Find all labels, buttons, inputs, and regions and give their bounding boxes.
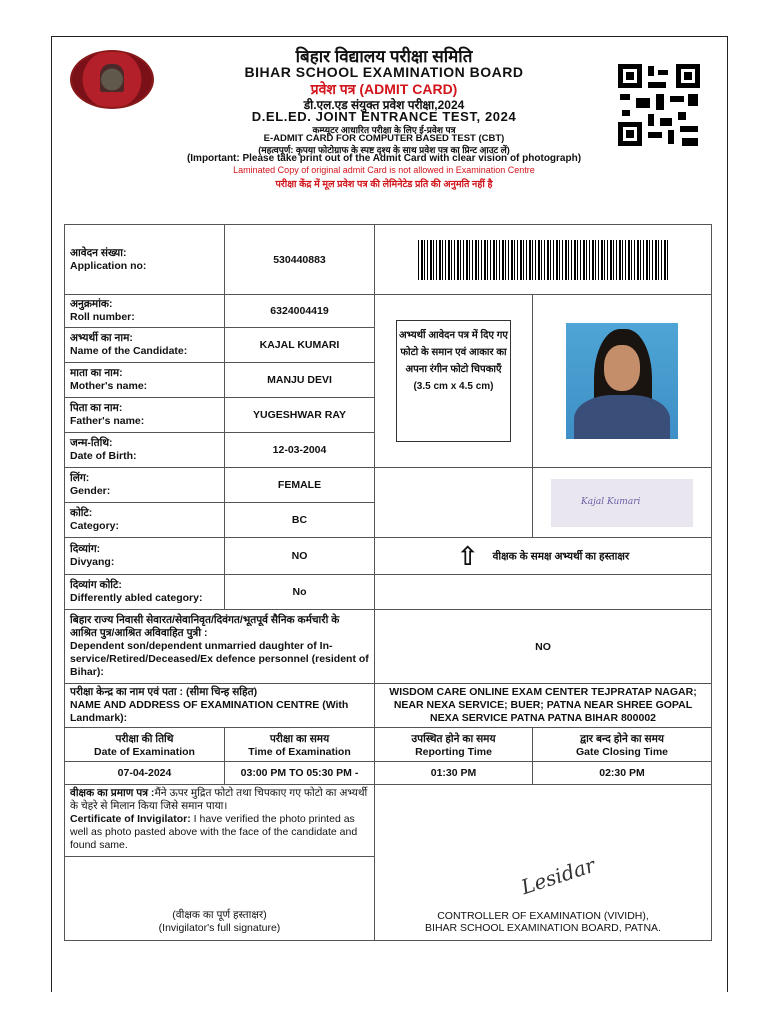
father-label: पिता का नाम: Father's name:: [65, 398, 225, 433]
gate-closing-value: 02:30 PM: [533, 762, 712, 785]
divyang-value: NO: [225, 538, 375, 575]
barcode-cell: [375, 225, 712, 295]
mother-label: माता का नाम: Mother's name:: [65, 363, 225, 398]
important-hindi: (महत्वपूर्ण: कृपया फोटोग्राफ के स्पष्ट दृश्य के साथ प्रवेश पत्र का प्रिन्ट आउट लें): [258, 145, 510, 155]
controller-signature: Lesidar: [518, 852, 598, 900]
reporting-time-header: उपस्थित होने का समय Reporting Time: [375, 728, 533, 762]
signature-note: वीक्षक के समक्ष अभ्यर्थी का हस्ताक्षर: [492, 549, 630, 562]
dependent-value: NO: [375, 610, 712, 684]
category-value: BC: [225, 503, 375, 538]
centre-label: परीक्षा केन्द्र का नाम एवं पता : (सीमा चिन्ह सहित) NAME AND ADDRESS OF EXAMINATION CENTRE (With Landmark):: [65, 684, 375, 728]
controller-line-1: CONTROLLER OF EXAMINATION (VIVIDH),: [437, 910, 649, 922]
cbt-english: E-ADMIT CARD FOR COMPUTER BASED TEST (CBT): [263, 133, 505, 144]
admit-card-table: [64, 224, 712, 941]
name-value: KAJAL KUMARI: [225, 328, 375, 363]
application-label: आवेदन संख्या: Application no:: [65, 225, 225, 295]
exam-time-header: परीक्षा का समय Time of Examination: [225, 728, 375, 762]
dob-label: जन्म-तिथि: Date of Birth:: [65, 433, 225, 468]
photo-note-cell: [375, 295, 533, 468]
exam-title-english: D.EL.ED. JOINT ENTRANCE TEST, 2024: [251, 109, 517, 124]
controller-line-2: BIHAR SCHOOL EXAMINATION BOARD, PATNA.: [425, 922, 661, 934]
invigilator-signature-cell: [65, 857, 375, 941]
candidate-photo: [566, 323, 678, 439]
blank-cell: [375, 575, 712, 610]
signature-note-cell: [375, 538, 712, 575]
empty-cell: [375, 468, 533, 538]
photo-size-text: (3.5 cm x 4.5 cm): [413, 381, 494, 392]
exam-date-value: 07-04-2024: [65, 762, 225, 785]
photo-paste-box: [396, 320, 511, 442]
dependent-label: बिहार राज्य निवासी सेवारत/सेवानिवृत/दिवंगत/भूतपूर्व सैनिक कर्मचारी के आश्रित पुत्र/आश्रित अविवाहित पुत्री : Dependent son/dependent unmarried daughter of In-service/Retired/Deceased/Ex defence personnel (resident of Bihar):: [65, 610, 375, 684]
barcode: [418, 240, 668, 280]
qr-code: [618, 64, 700, 146]
candidate-signature: Kajal Kumari: [551, 479, 693, 527]
cbt-hindi: कम्प्यूटर आधारित परीक्षा के लिए ई-प्रवेश पत्र: [312, 125, 456, 135]
invigilator-sign-english: (Invigilator's full signature): [158, 922, 281, 934]
dob-value: 12-03-2004: [225, 433, 375, 468]
candidate-photo-cell: [533, 295, 712, 468]
gender-label: लिंग: Gender:: [65, 468, 225, 503]
laminated-hindi: परीक्षा केंद्र में मूल प्रवेश पत्र की लेमिनेटेड प्रति की अनुमति नहीं है: [275, 179, 493, 190]
photo-note-text: अभ्यर्थी आवेदन पत्र में दिए गए फोटो के समान एवं आकार का अपना रंगीन फोटो चिपकाएँ: [399, 330, 508, 375]
up-arrow-icon: ⇧: [456, 540, 479, 571]
admit-card-title: प्रवेश पत्र (ADMIT CARD): [310, 81, 458, 97]
name-label: अभ्यर्थी का नाम: Name of the Candidate:: [65, 328, 225, 363]
gate-closing-header: द्वार बन्द होने का समय Gate Closing Time: [533, 728, 712, 762]
board-title-hindi: बिहार विद्यालय परीक्षा समिति: [295, 47, 473, 66]
diffabled-label: दिव्यांग कोटि: Differently abled category:: [65, 575, 225, 610]
application-value: 530440883: [225, 225, 375, 295]
important-english: (Important: Please take print out of the Admit Card with clear vision of photograph): [186, 153, 582, 164]
gender-value: FEMALE: [225, 468, 375, 503]
exam-date-header: परीक्षा की तिथि Date of Examination: [65, 728, 225, 762]
centre-value: WISDOM CARE ONLINE EXAM CENTER TEJPRATAP NAGAR; NEAR NEXA SERVICE; BUER; PATNA NEAR SHREE GOPAL NEXA SERVICE PATNA PATNA BIHAR 800002: [375, 684, 712, 728]
board-title-english: BIHAR SCHOOL EXAMINATION BOARD: [244, 64, 524, 80]
laminated-english: Laminated Copy of original admit Card is not allowed in Examination Centre: [233, 165, 535, 175]
father-value: YUGESHWAR RAY: [225, 398, 375, 433]
exam-title-hindi: डी.एल.एड संयुक्त प्रवेश परीक्षा,2024: [303, 98, 465, 112]
controller-cell: [375, 785, 712, 941]
diffabled-value: No: [225, 575, 375, 610]
category-label: कोटि: Category:: [65, 503, 225, 538]
exam-time-value: 03:00 PM TO 05:30 PM -: [225, 762, 375, 785]
roll-label: अनुक्रमांक: Roll number:: [65, 295, 225, 328]
roll-value: 6324004419: [225, 295, 375, 328]
divyang-label: दिव्यांग: Divyang:: [65, 538, 225, 575]
invigilator-sign-hindi: (वीक्षक का पूर्ण हस्ताक्षर): [172, 909, 267, 921]
mother-value: MANJU DEVI: [225, 363, 375, 398]
reporting-time-value: 01:30 PM: [375, 762, 533, 785]
signature-cell: [533, 468, 712, 538]
invigilator-certificate: वीक्षक का प्रमाण पत्र :मैंने ऊपर मुद्रित फोटो तथा चिपकाए गए फोटो का अभ्यर्थी के चेहरे से मिलान किया जिसे समान पाया। Certificate of Invigilator: I have verified the photo printed as well as photo pasted above with the face of the candidate and found same.: [65, 785, 375, 857]
